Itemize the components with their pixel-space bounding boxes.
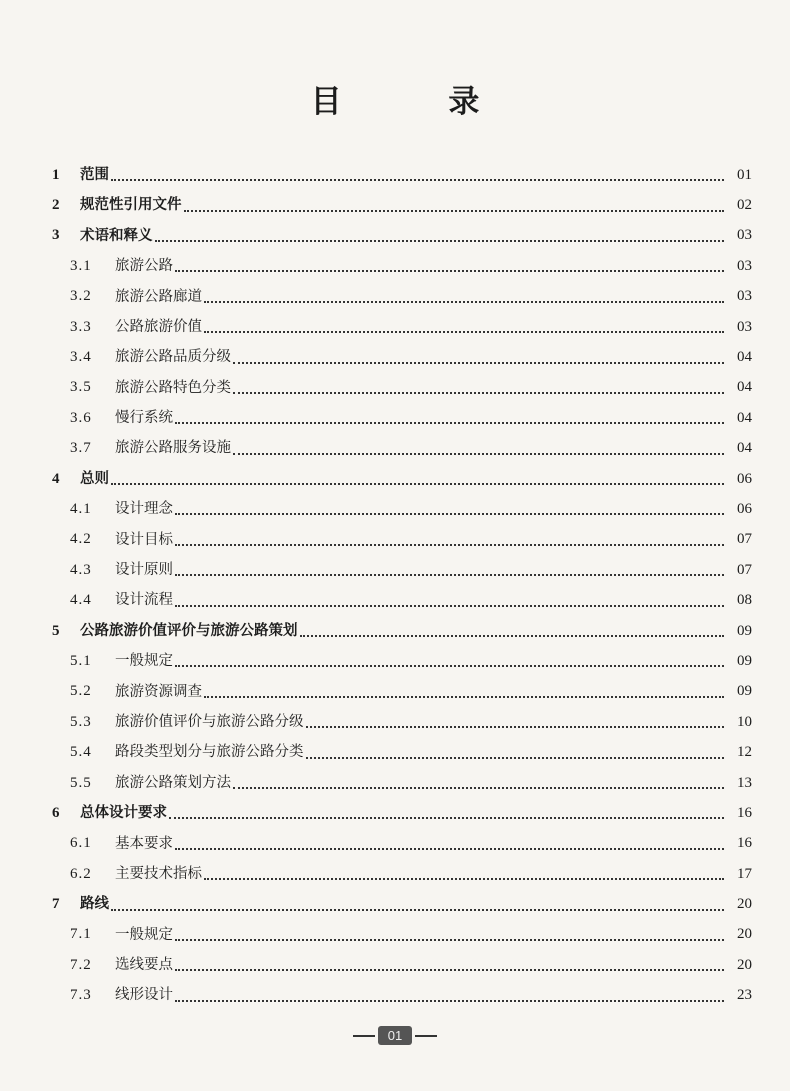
- toc-entry-number: 6: [52, 804, 60, 821]
- toc-entry-page-number: 16: [737, 835, 752, 852]
- toc-section-entry[interactable]: [52, 950, 752, 980]
- toc-section-entry[interactable]: [52, 312, 752, 342]
- toc-entry-title: 旅游公路服务设施: [115, 440, 231, 457]
- toc-entry-number: 3.1: [70, 257, 92, 274]
- toc-entry-title: 总则: [80, 470, 109, 487]
- toc-section-entry[interactable]: [52, 342, 752, 372]
- toc-entry-page-number: 13: [737, 774, 752, 791]
- toc-entry-number: 4: [52, 470, 60, 487]
- toc-entry-title: 主要技术指标: [115, 865, 202, 882]
- toc-section-entry[interactable]: [52, 555, 752, 585]
- toc-entry-number: 5: [52, 622, 60, 639]
- toc-section-entry[interactable]: [52, 677, 752, 707]
- toc-chapter-entry[interactable]: [52, 190, 752, 220]
- toc-entry-number: 5.2: [70, 683, 92, 700]
- toc-chapter-entry[interactable]: [52, 221, 752, 251]
- toc-entry-page-number: 07: [737, 561, 752, 578]
- toc-entry-page-number: 06: [737, 470, 752, 487]
- toc-entry-number: 5.5: [70, 774, 92, 791]
- toc-entry-number: 5.1: [70, 652, 92, 669]
- toc-section-entry[interactable]: [52, 403, 752, 433]
- dot-leader: [111, 905, 724, 911]
- toc-entry-number: 3.6: [70, 409, 92, 426]
- toc-entry-page-number: 04: [737, 349, 752, 366]
- toc-section-entry[interactable]: [52, 829, 752, 859]
- toc-chapter-entry[interactable]: [52, 889, 752, 919]
- toc-section-entry[interactable]: [52, 981, 752, 1011]
- toc-entry-title: 总体设计要求: [80, 805, 167, 822]
- toc-chapter-entry[interactable]: [52, 798, 752, 828]
- toc-entry-page-number: 20: [737, 956, 752, 973]
- toc-section-entry[interactable]: [52, 646, 752, 676]
- dot-leader: [155, 236, 725, 242]
- toc-chapter-entry[interactable]: [52, 160, 752, 190]
- toc-entry-number: 6.1: [70, 835, 92, 852]
- toc-section-entry[interactable]: [52, 282, 752, 312]
- toc-entry-number: 4.4: [70, 592, 92, 609]
- dot-leader: [306, 722, 725, 728]
- toc-entry-title: 一般规定: [115, 653, 173, 670]
- toc-entry-title: 路段类型划分与旅游公路分类: [115, 744, 304, 761]
- dot-leader: [306, 753, 725, 759]
- toc-entry-title: 基本要求: [115, 835, 173, 852]
- toc-entry-title: 路线: [80, 896, 109, 913]
- toc-entry-title: 设计理念: [115, 501, 173, 518]
- toc-entry-page-number: 04: [737, 440, 752, 457]
- toc-chapter-entry[interactable]: [52, 464, 752, 494]
- toc-entry-page-number: 03: [737, 257, 752, 274]
- toc-entry-number: 3.4: [70, 349, 92, 366]
- toc-entry-page-number: 04: [737, 379, 752, 396]
- toc-entry-title: 线形设计: [115, 987, 173, 1004]
- toc-section-entry[interactable]: [52, 737, 752, 767]
- toc-entry-number: 4.1: [70, 500, 92, 517]
- toc-section-entry[interactable]: [52, 494, 752, 524]
- dot-leader: [204, 692, 724, 698]
- toc-entry-title: 旅游公路廊道: [115, 288, 202, 305]
- toc-entry-page-number: 04: [737, 409, 752, 426]
- dot-leader: [233, 358, 724, 364]
- toc-entry-page-number: 09: [737, 652, 752, 669]
- toc-entry-page-number: 08: [737, 592, 752, 609]
- toc-entry-title: 术语和释义: [80, 227, 153, 244]
- toc-section-entry[interactable]: [52, 859, 752, 889]
- toc-entry-title: 旅游公路: [115, 258, 173, 275]
- toc-section-entry[interactable]: [52, 525, 752, 555]
- toc-chapter-entry[interactable]: [52, 616, 752, 646]
- toc-entry-number: 5.3: [70, 713, 92, 730]
- dot-leader: [175, 996, 724, 1002]
- toc-entry-page-number: 06: [737, 500, 752, 517]
- dot-leader: [175, 661, 724, 667]
- toc-entry-number: 3.2: [70, 288, 92, 305]
- toc-section-entry[interactable]: [52, 373, 752, 403]
- dot-leader: [175, 509, 724, 515]
- dot-leader: [175, 844, 724, 850]
- table-of-contents: [52, 160, 752, 1011]
- toc-entry-page-number: 10: [737, 713, 752, 730]
- toc-entry-title: 旅游公路品质分级: [115, 349, 231, 366]
- dot-leader: [233, 783, 724, 789]
- dot-leader: [111, 175, 724, 181]
- toc-entry-number: 3.5: [70, 379, 92, 396]
- toc-entry-number: 7.1: [70, 926, 92, 943]
- dot-leader: [175, 418, 724, 424]
- toc-entry-page-number: 07: [737, 531, 752, 548]
- toc-entry-number: 3.3: [70, 318, 92, 335]
- dot-leader: [169, 813, 724, 819]
- toc-entry-number: 7.3: [70, 987, 92, 1004]
- toc-entry-number: 5.4: [70, 744, 92, 761]
- toc-entry-title: 范围: [80, 166, 109, 183]
- toc-entry-page-number: 23: [737, 987, 752, 1004]
- toc-entry-page-number: 17: [737, 865, 752, 882]
- toc-entry-title: 旅游资源调查: [115, 683, 202, 700]
- dot-leader: [300, 631, 725, 637]
- page-footer: [0, 1026, 790, 1045]
- toc-entry-number: 2: [52, 197, 60, 214]
- toc-entry-page-number: 03: [737, 318, 752, 335]
- dot-leader: [175, 540, 724, 546]
- toc-entry-number: 4.2: [70, 531, 92, 548]
- page-number-badge: 01: [378, 1026, 412, 1045]
- dot-leader: [204, 874, 724, 880]
- toc-section-entry[interactable]: [52, 434, 752, 464]
- toc-entry-page-number: 12: [737, 744, 752, 761]
- dot-leader: [175, 570, 724, 576]
- page-title: 目 录: [310, 84, 528, 120]
- toc-entry-number: 4.3: [70, 561, 92, 578]
- toc-entry-number: 7.2: [70, 956, 92, 973]
- toc-entry-number: 1: [52, 166, 60, 183]
- dot-leader: [233, 449, 724, 455]
- toc-entry-page-number: 01: [737, 166, 752, 183]
- toc-entry-number: 7: [52, 896, 60, 913]
- dot-leader: [175, 601, 724, 607]
- footer-rule-right: [415, 1035, 437, 1037]
- toc-entry-number: 3.7: [70, 440, 92, 457]
- toc-entry-page-number: 03: [737, 288, 752, 305]
- toc-section-entry[interactable]: [52, 707, 752, 737]
- dot-leader: [204, 297, 724, 303]
- toc-section-entry[interactable]: [52, 920, 752, 950]
- toc-entry-page-number: 09: [737, 622, 752, 639]
- toc-entry-title: 慢行系统: [115, 410, 173, 427]
- toc-section-entry[interactable]: [52, 585, 752, 615]
- toc-entry-title: 公路旅游价值: [115, 318, 202, 335]
- toc-entry-page-number: 03: [737, 227, 752, 244]
- toc-entry-title: 设计原则: [115, 562, 173, 579]
- footer-rule-left: [353, 1035, 375, 1037]
- toc-entry-page-number: 16: [737, 804, 752, 821]
- toc-entry-number: 3: [52, 227, 60, 244]
- toc-entry-title: 选线要点: [115, 957, 173, 974]
- toc-entry-title: 规范性引用文件: [80, 197, 182, 214]
- toc-entry-title: 设计流程: [115, 592, 173, 609]
- dot-leader: [204, 327, 724, 333]
- dot-leader: [111, 479, 724, 485]
- toc-entry-title: 旅游公路特色分类: [115, 379, 231, 396]
- toc-section-entry[interactable]: [52, 251, 752, 281]
- toc-entry-title: 一般规定: [115, 926, 173, 943]
- toc-entry-number: 6.2: [70, 865, 92, 882]
- toc-entry-page-number: 20: [737, 896, 752, 913]
- dot-leader: [175, 965, 724, 971]
- toc-entry-page-number: 20: [737, 926, 752, 943]
- dot-leader: [175, 935, 724, 941]
- dot-leader: [175, 266, 724, 272]
- toc-entry-title: 设计目标: [115, 531, 173, 548]
- toc-entry-page-number: 09: [737, 683, 752, 700]
- toc-entry-page-number: 02: [737, 197, 752, 214]
- toc-entry-title: 旅游公路策划方法: [115, 774, 231, 791]
- toc-entry-title: 公路旅游价值评价与旅游公路策划: [80, 622, 298, 639]
- dot-leader: [233, 388, 724, 394]
- toc-entry-title: 旅游价值评价与旅游公路分级: [115, 713, 304, 730]
- toc-section-entry[interactable]: [52, 768, 752, 798]
- dot-leader: [184, 206, 725, 212]
